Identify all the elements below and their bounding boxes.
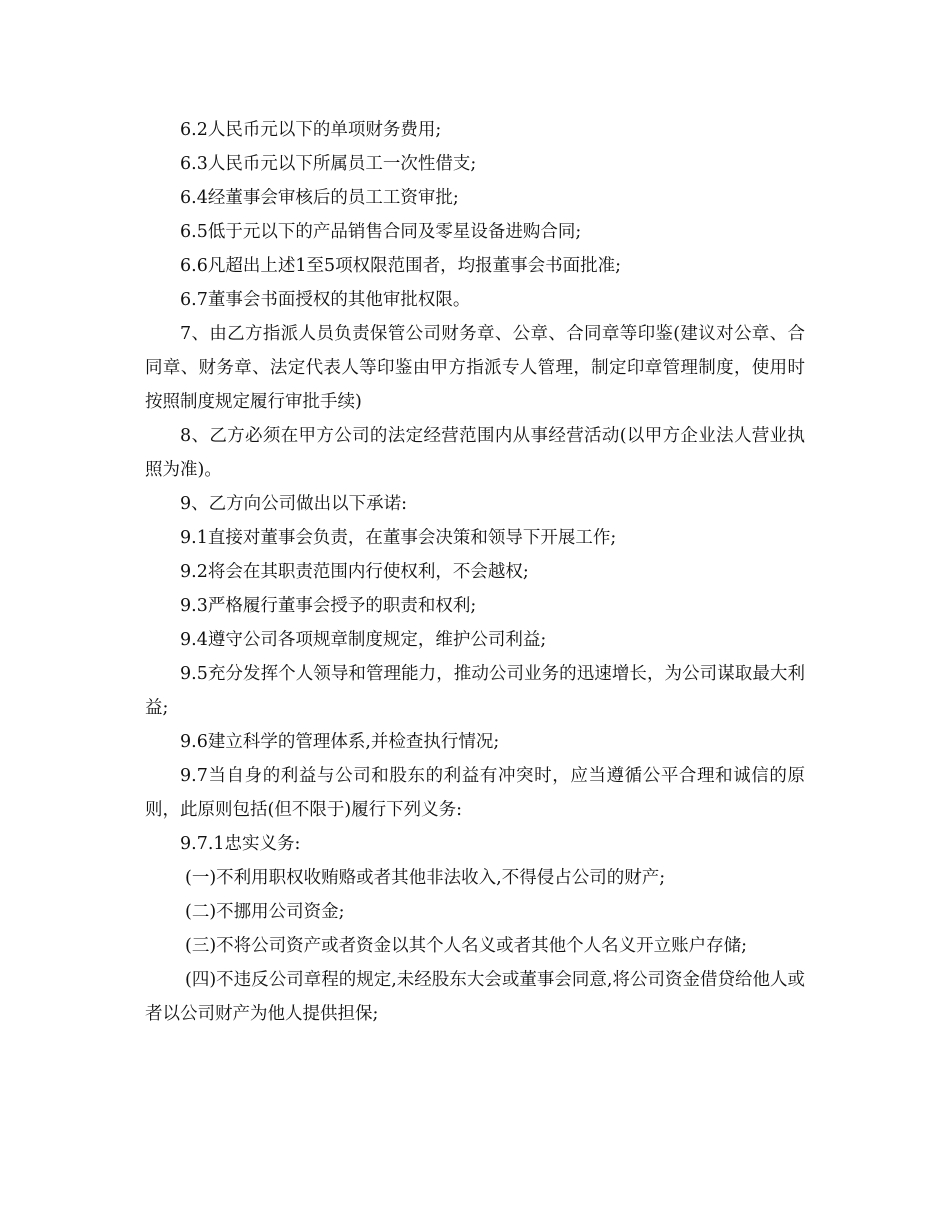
clause-9-7-1: 9.7.1忠实义务: — [180, 834, 301, 854]
clause-6-6: 6.6凡超出上述1至5项权限范围者，均报董事会书面批准; — [180, 256, 621, 276]
clause-9-1: 9.1直接对董事会负责，在董事会决策和领导下开展工作; — [180, 528, 617, 548]
clause-9-4: 9.4遵守公司各项规章制度规定，维护公司利益; — [180, 630, 547, 650]
clause-8: 8、乙方必须在甲方公司的法定经营范围内从事经营活动(以甲方企业法人营业执照为准)。 — [145, 426, 805, 480]
clause-6-4: 6.4经董事会审核后的员工工资审批; — [180, 188, 459, 208]
clause-9-5: 9.5充分发挥个人领导和管理能力，推动公司业务的迅速增长，为公司谋取最大利益; — [145, 664, 805, 718]
clause-6-7: 6.7董事会书面授权的其他审批权限。 — [180, 290, 471, 310]
duty-item-4: (四)不违反公司章程的规定,未经股东大会或董事会同意,将公司资金借贷给他人或者以公司财产为他人提供担保; — [145, 970, 805, 1024]
clause-9-3: 9.3严格履行董事会授予的职责和权利; — [180, 596, 477, 616]
clause-9-2: 9.2将会在其职责范围内行使权利，不会越权; — [180, 562, 529, 582]
duty-item-2: (二)不挪用公司资金; — [185, 902, 345, 922]
clause-9-7: 9.7当自身的利益与公司和股东的利益有冲突时，应当遵循公平合理和诚信的原则，此原则包括(但不限于)履行下列义务: — [145, 766, 805, 820]
clause-6-2: 6.2人民币元以下的单项财务费用; — [180, 120, 442, 140]
clause-9: 9、乙方向公司做出以下承诺: — [180, 494, 408, 514]
duty-item-3: (三)不将公司资产或者资金以其个人名义或者其他个人名义开立账户存储; — [185, 936, 748, 956]
duty-item-1: (一)不利用职权收贿赂或者其他非法收入,不得侵占公司的财产; — [185, 868, 666, 888]
document-body — [145, 113, 805, 1031]
clause-7: 7、由乙方指派人员负责保管公司财务章、公章、合同章等印鉴(建议对公章、合同章、财务章、法定代表人等印鉴由甲方指派专人管理，制定印章管理制度，使用时按照制度规定履行审批手续) — [145, 324, 805, 412]
clause-6-5: 6.5低于元以下的产品销售合同及零星设备进购合同; — [180, 222, 582, 242]
clause-6-3: 6.3人民币元以下所属员工一次性借支; — [180, 154, 477, 174]
clause-9-6: 9.6建立科学的管理体系,并检查执行情况; — [180, 732, 500, 752]
